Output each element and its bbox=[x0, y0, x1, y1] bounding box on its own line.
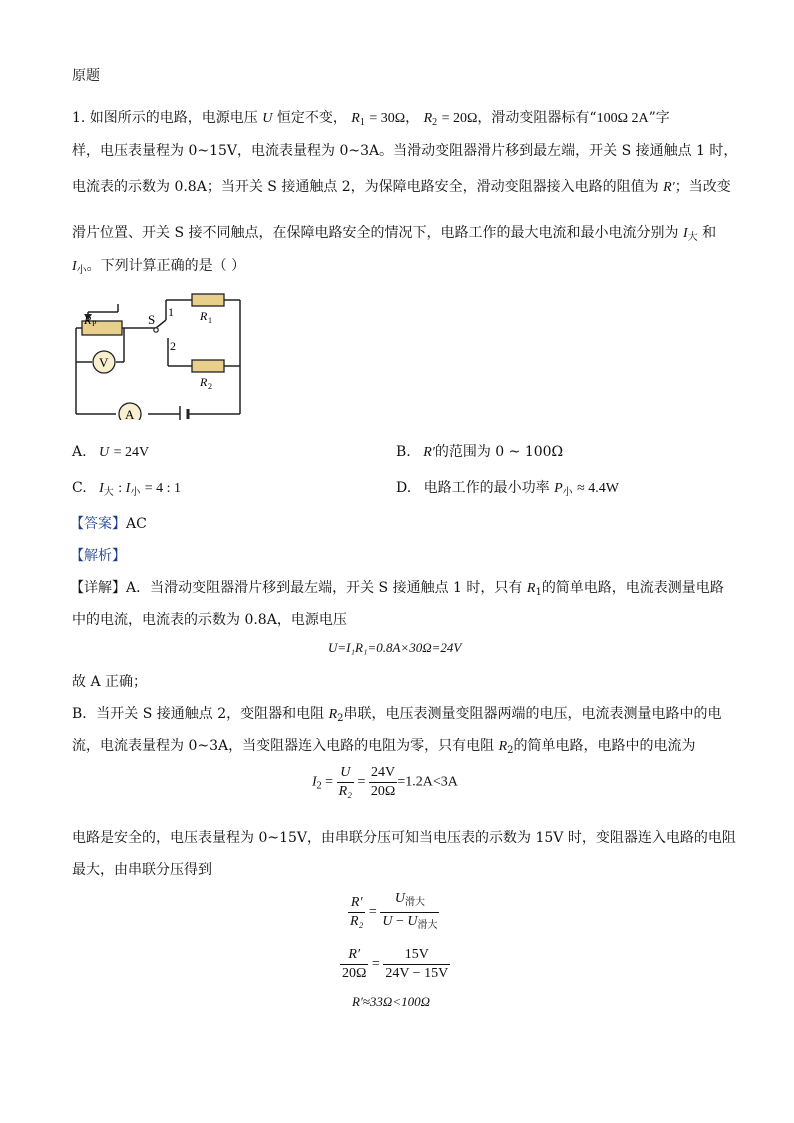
detail-line-3: 故 A 正确； bbox=[72, 674, 148, 690]
question-line-1: 1. 如图所示的电路，电源电压 U 恒定不变， $R_1 = 30\Omega$， $R_2 = 20\Omega$，滑动变阻器标有“100Ω 2A”字 bbox=[72, 110, 670, 128]
circuit-diagram bbox=[68, 290, 248, 420]
equation-voltage: U=I₁R₁=0.8A×30Ω=24V bbox=[328, 640, 462, 655]
section-heading: 原题 bbox=[72, 68, 100, 84]
analysis-line: 【解析】 bbox=[70, 548, 126, 564]
equation-ratio-values: $\frac{R'}{20\Omega}$ = $\frac{15V}{24V - 15V}$ bbox=[342, 947, 449, 981]
detail-line-2: 中的电流，电流表的示数为 0.8A，电源电压 bbox=[72, 612, 347, 628]
question-line-3: 电流表的示数为 0.8A；当开关 S 接通触点 2，为保障电路安全，滑动变阻器接入电路的阻值为 R′；当改变 bbox=[72, 179, 731, 195]
option-c[interactable]: C. $I_大$ : $I_小 = 4$ : 1 bbox=[72, 480, 182, 498]
equation-current: $I_2$ = $\frac{U}{\text{R₂}}$ = $\frac{24V}{20\Omega}$ =1.2A<3A bbox=[312, 765, 458, 799]
answer-line: 【答案】AC bbox=[70, 516, 147, 532]
detail-line-6: 电路是安全的，电压表量程为 0~15V，由串联分压可知当电压表的示数为 15V 时，变阻器连入电路的电阻 bbox=[72, 830, 736, 846]
label-r2-sub: 2 bbox=[208, 382, 212, 391]
resistor-r2 bbox=[192, 360, 224, 372]
label-r2: R bbox=[200, 375, 208, 389]
label-rp: R bbox=[84, 313, 92, 327]
question-line-5: $I_小$。下列计算正确的是（ ） bbox=[72, 258, 246, 276]
equation-result: R′≈33Ω<100Ω bbox=[352, 994, 430, 1009]
label-r1-sub: 1 bbox=[208, 316, 212, 325]
question-line-2: 样，电压表量程为 0~15V，电流表量程为 0~3A。当滑动变阻器滑片移到最左端，开关 S 接通触点 1 时， bbox=[72, 143, 738, 159]
option-d[interactable]: D. 电路工作的最小功率 $P_小 \approx 4.4W$ bbox=[396, 480, 620, 498]
label-rp-sub: P bbox=[92, 319, 97, 328]
label-switch: S bbox=[148, 312, 156, 327]
switch-pivot bbox=[154, 328, 158, 332]
label-ammeter: A bbox=[125, 407, 135, 420]
detail-line-1: 【详解】A．当滑动变阻器滑片移到最左端，开关 S 接通触点 1 时，只有 $R_1$的简单电路，电流表测量电路 bbox=[70, 580, 724, 598]
switch-blade bbox=[156, 320, 166, 328]
label-voltmeter: V bbox=[99, 355, 109, 370]
detail-line-7: 最大，由串联分压得到 bbox=[72, 862, 212, 878]
label-contact-1: 1 bbox=[168, 305, 174, 319]
option-b[interactable]: B. R′的范围为 0 ~ 100Ω bbox=[396, 444, 564, 460]
equation-ratio: $\frac{R'}{\text{R₂}}$ = $\frac{U_{滑大}}{U - U_{滑大}}$ bbox=[350, 891, 438, 931]
label-r1: R bbox=[200, 309, 208, 323]
detail-line-5: 流，电流表量程为 0~3A，当变阻器连入电路的电阻为零，只有电阻 $R_2$的简单电路，电路中的电流为 bbox=[72, 738, 696, 756]
resistor-r1 bbox=[192, 294, 224, 306]
detail-line-4: B．当开关 S 接通触点 2，变阻器和电阻 $R_2$串联，电压表测量变阻器两端的电压，电流表测量电路中的电 bbox=[72, 706, 722, 724]
question-line-4: 滑片位置、开关 S 接不同触点，在保障电路安全的情况下，电路工作的最大电流和最小电流分别为 $I_大$ 和 bbox=[72, 225, 717, 243]
option-a[interactable]: A. U = 24V bbox=[72, 444, 150, 460]
label-contact-2: 2 bbox=[170, 339, 176, 353]
